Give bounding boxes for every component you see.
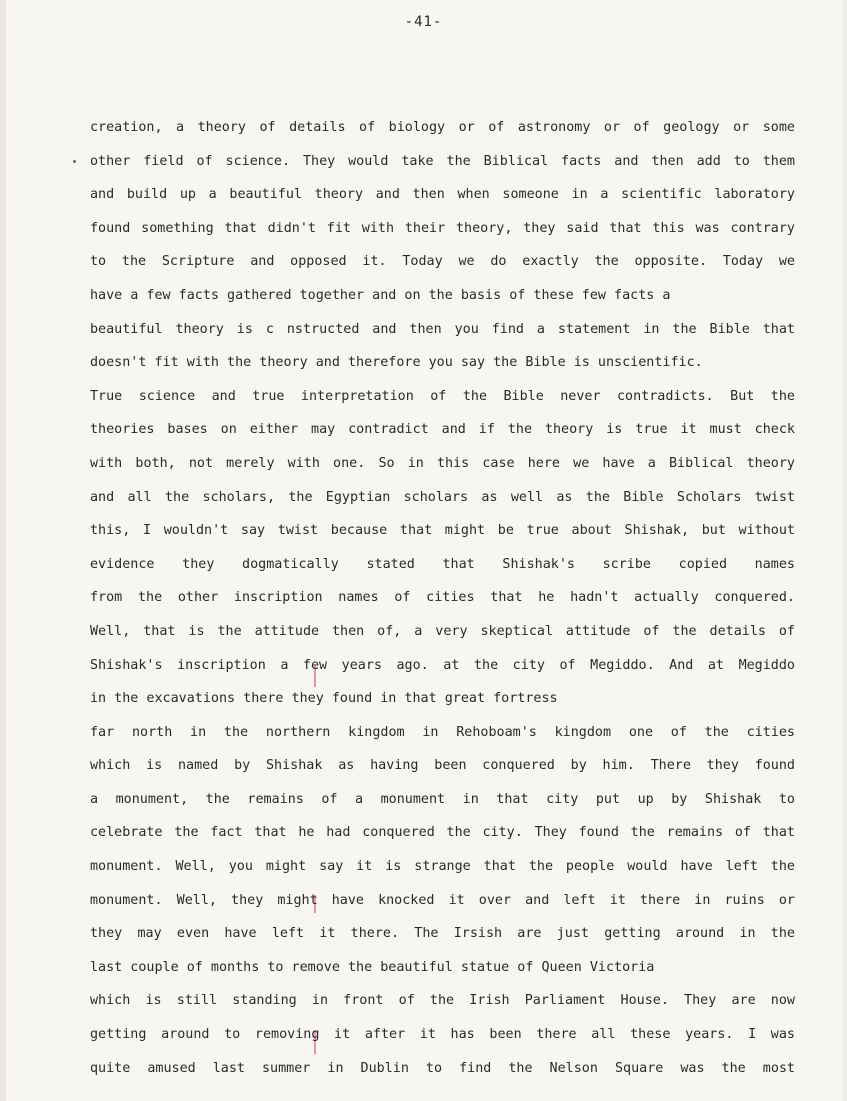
text-line: in the excavations there they found in that great fortress — [90, 691, 558, 707]
text-line: monument. Well, you might say it is strange that the people would have left the — [90, 859, 795, 875]
margin-dot — [73, 160, 76, 163]
text-line: found something that didn't fit with their theory, they said that this was contrary — [90, 220, 795, 236]
text-line: other field of science. They would take the Biblical facts and then add to them — [90, 153, 795, 169]
page-number: -41- — [404, 14, 443, 30]
text-line: evidence they dogmatically stated that Shishak's scribe copied names — [90, 556, 795, 572]
text-line: they may even have left it there. The Irsish are just getting around in the — [90, 926, 795, 942]
text-line: creation, a theory of details of biology or of astronomy or of geology or some — [90, 120, 795, 135]
text-line: True science and true interpretation of the Bible never contradicts. But the — [90, 388, 795, 404]
text-line: celebrate the fact that he had conquered the city. They found the remains of that — [90, 825, 795, 841]
text-line: which is still standing in front of the Irish Parliament House. They are now — [90, 993, 795, 1009]
text-line: and all the scholars, the Egyptian scholars as well as the Bible Scholars twist — [90, 489, 795, 505]
text-line: with both, not merely with one. So in this case here we have a Biblical theory — [90, 455, 795, 471]
text-line: getting around to removing it after it has been there all these years. I was — [90, 1027, 795, 1043]
text-line: this, I wouldn't say twist because that might be true about Shishak, but without — [90, 523, 795, 539]
text-line: a monument, the remains of a monument in that city put up by Shishak to — [90, 791, 795, 807]
text-line: to the Scripture and opposed it. Today we do exactly the opposite. Today we — [90, 254, 795, 270]
text-line: Well, that is the attitude then of, a very skeptical attitude of the details of — [90, 623, 795, 639]
text-line: last couple of months to remove the beautiful statue of Queen Victoria — [90, 959, 655, 975]
text-line: from the other inscription names of cities that he hadn't actually conquered. — [90, 590, 795, 606]
text-line: have a few facts gathered together and on the basis of these few facts a — [90, 287, 671, 303]
text-line: Shishak's inscription a few years ago. at the city of Megiddo. And at Megiddo — [90, 657, 795, 673]
text-line: and build up a beautiful theory and then when someone in a scientific laboratory — [90, 187, 795, 203]
text-line: beautiful theory is c nstructed and then you find a statement in the Bible that — [90, 321, 795, 337]
text-line: theories bases on either may contradict and if the theory is true it must check — [90, 422, 795, 438]
text-line: monument. Well, they might have knocked it over and left it there in ruins or — [90, 892, 795, 908]
typed-body-text — [90, 118, 795, 1092]
text-line: which is named by Shishak as having been conquered by him. There they found — [90, 758, 795, 774]
text-line: quite amused last summer in Dublin to find the Nelson Square was the most — [90, 1060, 795, 1076]
text-line: far north in the northern kingdom in Rehoboam's kingdom one of the cities — [90, 724, 795, 740]
text-line: doesn't fit with the theory and therefore you say the Bible is unscientific. — [90, 355, 703, 371]
